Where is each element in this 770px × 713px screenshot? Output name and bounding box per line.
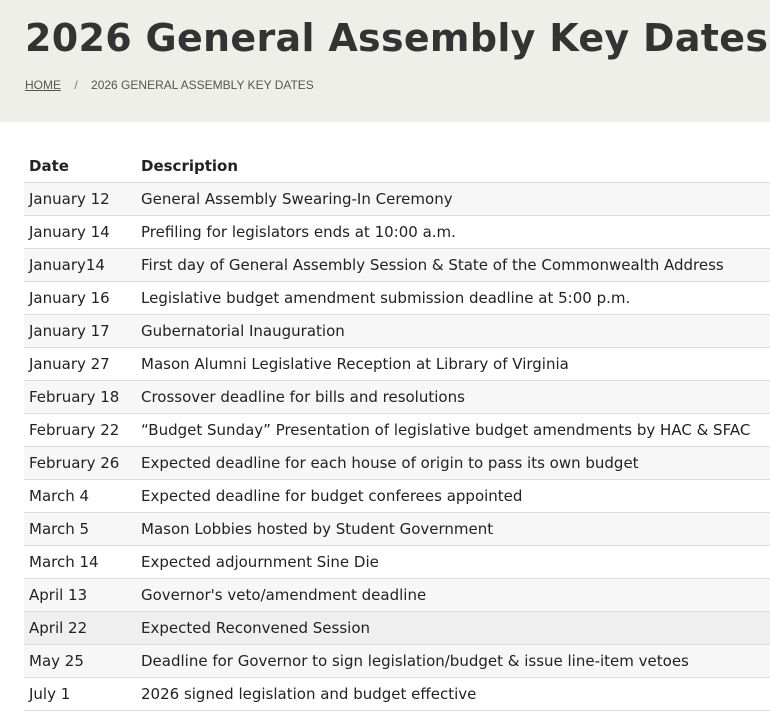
description-cell: Expected Reconvened Session (136, 612, 770, 645)
date-cell: March 14 (24, 546, 136, 579)
description-cell: Legislative budget amendment submission deadline at 5:00 p.m. (136, 282, 770, 315)
description-cell: “Budget Sunday” Presentation of legislative budget amendments by HAC & SFAC (136, 414, 770, 447)
date-cell: January 12 (24, 183, 136, 216)
table-row (24, 216, 770, 249)
breadcrumb-separator: / (74, 78, 78, 92)
table-row (24, 579, 770, 612)
description-cell: General Assembly Swearing-In Ceremony (136, 183, 770, 216)
date-cell: January 16 (24, 282, 136, 315)
table-row (24, 315, 770, 348)
date-cell: April 22 (24, 612, 136, 645)
description-cell: Prefiling for legislators ends at 10:00 a.m. (136, 216, 770, 249)
description-cell: Mason Lobbies hosted by Student Government (136, 513, 770, 546)
table-row (24, 282, 770, 315)
description-cell: Expected adjournment Sine Die (136, 546, 770, 579)
date-cell: March 4 (24, 480, 136, 513)
page-header (0, 0, 770, 122)
date-cell: January14 (24, 249, 136, 282)
table-row (24, 645, 770, 678)
date-cell: April 13 (24, 579, 136, 612)
date-cell: February 18 (24, 381, 136, 414)
description-cell: Deadline for Governor to sign legislation/budget & issue line-item vetoes (136, 645, 770, 678)
table-row (24, 348, 770, 381)
breadcrumb-current: 2026 GENERAL ASSEMBLY KEY DATES (91, 78, 314, 92)
table-row (24, 249, 770, 282)
table-row (24, 546, 770, 579)
date-cell: July 1 (24, 678, 136, 711)
description-cell: Gubernatorial Inauguration (136, 315, 770, 348)
table-row (24, 447, 770, 480)
description-cell: Expected deadline for budget conferees appointed (136, 480, 770, 513)
date-cell: March 5 (24, 513, 136, 546)
date-cell: January 17 (24, 315, 136, 348)
table-row (24, 414, 770, 447)
page-title: 2026 General Assembly Key Dates (25, 16, 769, 60)
date-cell: January 27 (24, 348, 136, 381)
description-cell: Crossover deadline for bills and resolutions (136, 381, 770, 414)
table-row (24, 513, 770, 546)
breadcrumb-home-link[interactable]: HOME (25, 78, 61, 92)
description-cell: Expected deadline for each house of origin to pass its own budget (136, 447, 770, 480)
key-dates-table-container (24, 150, 770, 711)
date-cell: January 14 (24, 216, 136, 249)
table-row (24, 612, 770, 645)
table-row (24, 381, 770, 414)
table-row (24, 678, 770, 711)
table-row (24, 480, 770, 513)
table-header-row (24, 150, 770, 183)
date-cell: May 25 (24, 645, 136, 678)
date-cell: February 22 (24, 414, 136, 447)
table-row (24, 183, 770, 216)
date-cell: February 26 (24, 447, 136, 480)
breadcrumb (25, 78, 770, 92)
description-cell: Mason Alumni Legislative Reception at Library of Virginia (136, 348, 770, 381)
key-dates-table (24, 150, 770, 711)
description-cell: Governor's veto/amendment deadline (136, 579, 770, 612)
column-header-description: Description (136, 150, 770, 183)
description-cell: 2026 signed legislation and budget effective (136, 678, 770, 711)
description-cell: First day of General Assembly Session & State of the Commonwealth Address (136, 249, 770, 282)
column-header-date: Date (24, 150, 136, 183)
